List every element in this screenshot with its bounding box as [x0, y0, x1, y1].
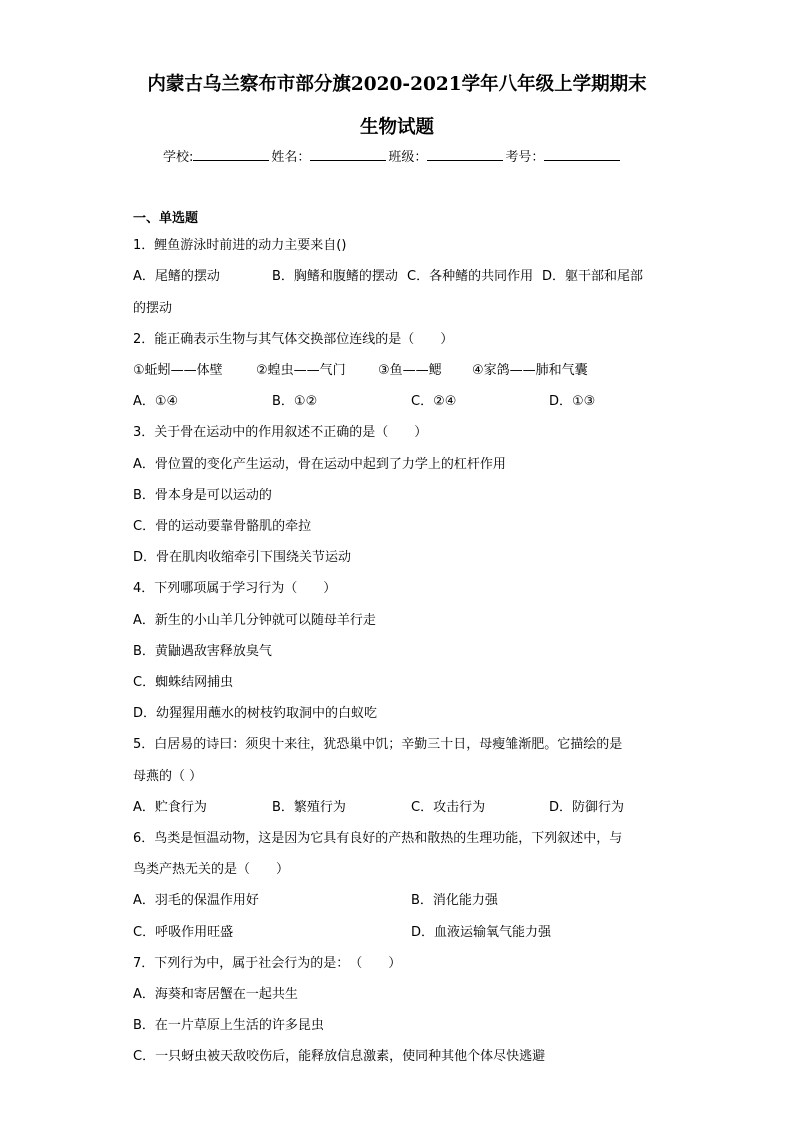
q2-option-d: D．①③ — [549, 394, 596, 409]
q7-option-c: C．一只蚜虫被天敌咬伤后，能释放信息激素，使同种其他个体尽快逃避 — [133, 1049, 546, 1064]
school-label: 学校: — [163, 150, 194, 165]
q5-option-a: A．贮食行为 — [133, 800, 207, 815]
q1-option-d-continued: 的摆动 — [133, 301, 173, 316]
class-blank — [427, 147, 503, 161]
name-label: 姓名： — [271, 150, 311, 165]
q1-option-b: B．胸鳍和腹鳍的摆动 — [272, 269, 398, 284]
class-label: 班级： — [388, 150, 428, 165]
q3-option-a: A．骨位置的变化产生运动，骨在运动中起到了力学上的杠杆作用 — [133, 457, 506, 472]
q7-stem: 7．下列行为中，属于社会行为的是： （ ） — [133, 956, 402, 971]
q7-option-b: B．在一片草原上生活的许多昆虫 — [133, 1018, 324, 1033]
q5-stem-continued: 母燕的（ ） — [133, 769, 203, 784]
q1-option-a: A．尾鳍的摆动 — [133, 269, 220, 284]
q3-option-c: C．骨的运动要靠骨骼肌的牵拉 — [133, 519, 312, 534]
q6-option-a: A．羽毛的保温作用好 — [133, 893, 259, 908]
q1-stem: 1．鲤鱼游泳时前进的动力主要来自() — [133, 238, 347, 253]
q1-option-d: D．躯干部和尾部 — [542, 269, 644, 284]
q4-option-c: C．蜘蛛结网捕虫 — [133, 675, 234, 690]
q5-stem: 5．白居易的诗曰：须臾十来往，犹恐巢中饥；辛勤三十日，母瘦雏渐肥。它描绘的是 — [133, 737, 623, 752]
q6-option-c: C．呼吸作用旺盛 — [133, 925, 234, 940]
q4-stem: 4．下列哪项属于学习行为（ ） — [133, 581, 337, 596]
q4-option-a: A．新生的小山羊几分钟就可以随母羊行走 — [133, 613, 376, 628]
q2-option-a: A．①④ — [133, 394, 179, 409]
q3-stem: 3．关于骨在运动中的作用叙述不正确的是（ ） — [133, 425, 428, 440]
q2-item-2: ②蝗虫——气门 — [256, 363, 346, 378]
q3-option-b: B．骨本身是可以运动的 — [133, 488, 272, 503]
q2-stem: 2．能正确表示生物与其气体交换部位连线的是（ ） — [133, 332, 454, 347]
exam-subtitle: 生物试题 — [359, 117, 434, 138]
q2-item-3: ③鱼——鳃 — [378, 363, 442, 378]
school-blank — [193, 147, 269, 161]
exam-title: 内蒙古乌兰察布市部分旗2020-2021学年八年级上学期期末 — [147, 74, 647, 95]
q6-stem: 6．鸟类是恒温动物，这是因为它具有良好的产热和散热的生理功能，下列叙述中，与 — [133, 831, 623, 846]
q2-option-c: C．②④ — [411, 394, 457, 409]
name-blank — [310, 147, 386, 161]
number-label: 考号： — [505, 150, 545, 165]
q4-option-d: D．幼猩猩用蘸水的树枝钓取洞中的白蚁吃 — [133, 706, 378, 721]
q2-item-1: ①蚯蚓——体壁 — [133, 363, 223, 378]
student-info-row — [163, 146, 622, 165]
number-blank — [544, 147, 620, 161]
q6-option-d: D．血液运输氧气能力强 — [411, 925, 552, 940]
q3-option-d: D．骨在肌肉收缩牵引下围绕关节运动 — [133, 550, 352, 565]
q1-option-c: C．各种鳍的共同作用 — [407, 269, 534, 284]
q4-option-b: B．黄鼬遇敌害释放臭气 — [133, 644, 272, 659]
q5-option-b: B．繁殖行为 — [272, 800, 346, 815]
q2-option-b: B．①② — [272, 394, 318, 409]
q5-option-c: C．攻击行为 — [411, 800, 486, 815]
q7-option-a: A．海葵和寄居蟹在一起共生 — [133, 987, 298, 1002]
section-heading: 一、单选题 — [133, 211, 199, 226]
q2-item-4: ④家鸽——肺和气囊 — [472, 363, 588, 378]
q5-option-d: D．防御行为 — [549, 800, 625, 815]
q6-stem-continued: 鸟类产热无关的是（ ） — [133, 862, 290, 877]
q6-option-b: B．消化能力强 — [411, 893, 498, 908]
